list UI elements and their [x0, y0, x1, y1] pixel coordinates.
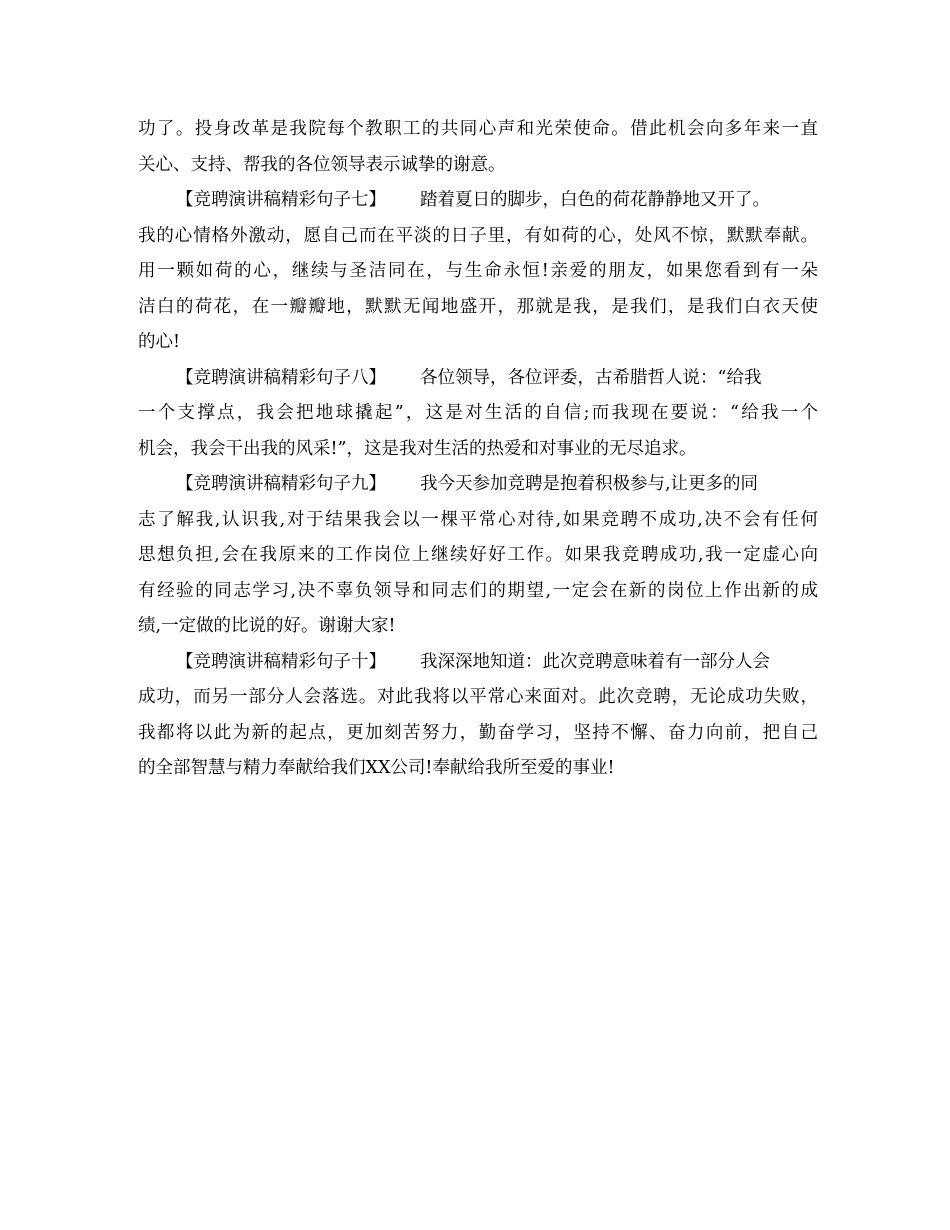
text-line: 踏着夏日的脚步，白色的荷花静静地又开了。 [420, 190, 770, 210]
intro-paragraph [138, 112, 818, 183]
section-nine [138, 467, 818, 645]
text-line: 功了。投身改革是我院每个教职工的共同心声和光荣使命。借此机会向多年来一直 [138, 119, 818, 139]
section-first-line [138, 183, 818, 219]
text-line: 我都将以此为新的起点，更加刻苦努力，勤奋学习，坚持不懈、奋力向前，把自己 [138, 722, 818, 743]
document-body [138, 112, 818, 787]
text-line: 思想负担,会在我原来的工作岗位上继续好好工作。如果我竞聘成功,我一定虚心向 [138, 545, 818, 565]
section-heading: 【竞聘演讲稿精彩句子八】 [176, 367, 386, 388]
text-line: 我的心情格外激动，愿自己而在平淡的日子里，有如荷的心，处风不惊，默默奉献。 [138, 225, 818, 246]
section-ten [138, 645, 818, 787]
text-line: 我今天参加竞聘是抱着积极参与,让更多的同 [420, 474, 759, 494]
section-seven [138, 183, 818, 361]
section-eight [138, 361, 818, 468]
section-first-line [138, 467, 818, 503]
text-line: 关心、支持、帮我的各位领导表示诚挚的谢意。 [138, 154, 506, 175]
section-first-line [138, 645, 818, 681]
text-line: 各位领导，各位评委，古希腊哲人说：“给我 [420, 367, 762, 388]
section-heading: 【竞聘演讲稿精彩句子九】 [176, 474, 386, 494]
text-line: 的心! [138, 332, 181, 352]
text-line: 绩,一定做的比说的好。谢谢大家! [138, 616, 396, 636]
text-line: 的全部智慧与精力奉献给我们XX公司!奉献给我所至爱的事业! [138, 758, 615, 778]
section-heading: 【竞聘演讲稿精彩句子七】 [176, 190, 386, 210]
text-line: 机会，我会干出我的风采!”，这是我对生活的热爱和对事业的无尽追求。 [138, 438, 697, 459]
text-line: 洁白的荷花，在一瓣瓣地，默默无闻地盛开，那就是我，是我们，是我们白衣天使 [138, 296, 818, 317]
text-line: 用一颗如荷的心，继续与圣洁同在，与生命永恒!亲爱的朋友，如果您看到有一朵 [138, 261, 818, 281]
section-first-line [138, 361, 818, 397]
text-line: 我深深地知道：此次竞聘意味着有一部分人会 [420, 651, 770, 672]
text-line: 志了解我,认识我,对于结果我会以一棵平常心对待,如果竞聘不成功,决不会有任何 [138, 509, 818, 530]
text-line: 成功，而另一部分人会落选。对此我将以平常心来面对。此次竞聘，无论成功失败， [138, 687, 818, 707]
section-heading: 【竞聘演讲稿精彩句子十】 [176, 651, 386, 672]
text-line: 有经验的同志学习,决不辜负领导和同志们的期望,一定会在新的岗位上作出新的成 [138, 580, 818, 601]
text-line: 一个支撑点，我会把地球撬起”，这是对生活的自信;而我现在要说：“给我一个 [138, 403, 818, 423]
